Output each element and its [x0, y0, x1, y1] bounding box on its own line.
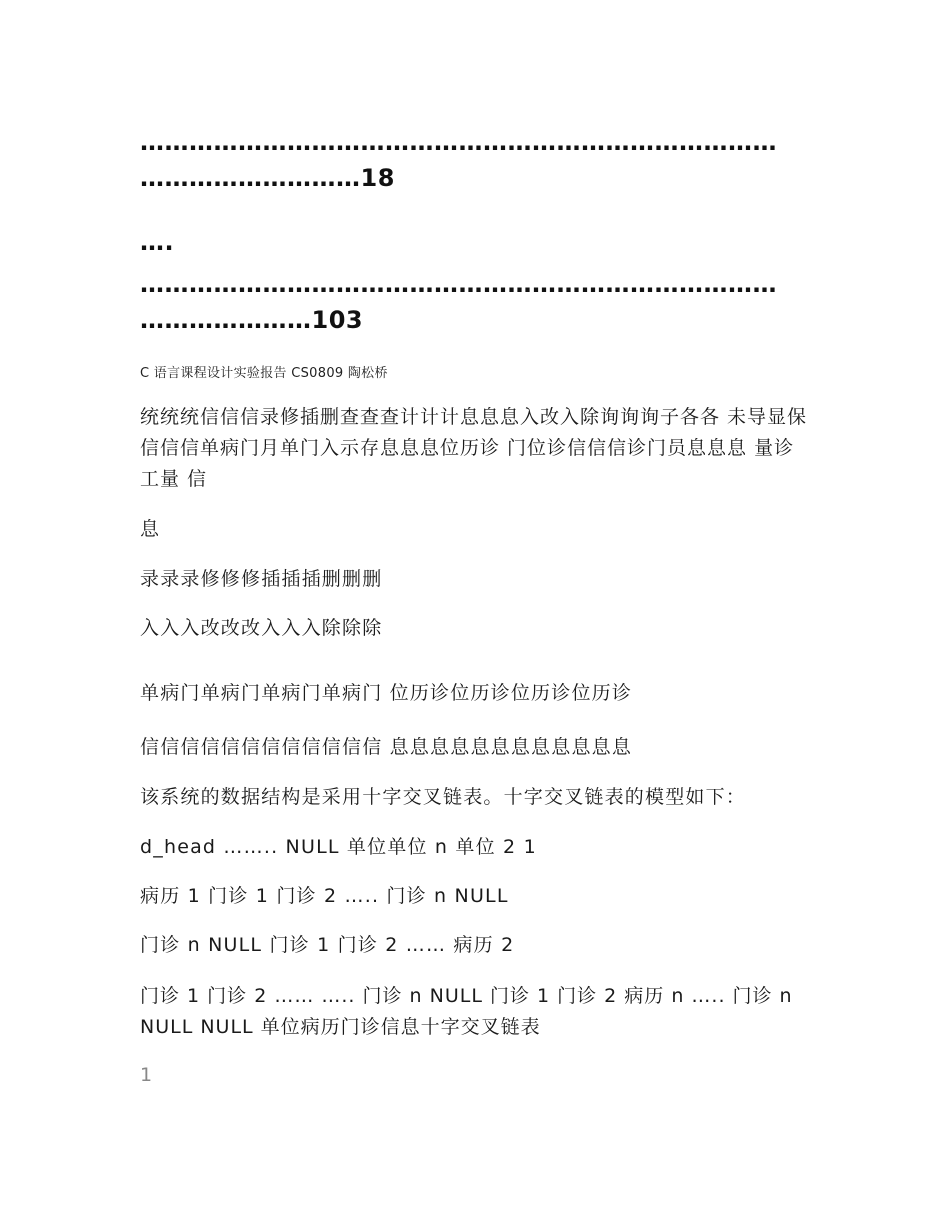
report-header: C 语言课程设计实验报告 CS0809 陶松桥 [140, 366, 388, 381]
toc-leader-line-2: …………………………………………………………………… [140, 270, 777, 298]
data-structure-intro: 该系统的数据结构是采用十字交叉链表。十字交叉链表的模型如下： [140, 786, 747, 808]
text-line-lu: 录录录修修修插插插删删删 [140, 568, 383, 590]
model-line-menzhen: 门诊 n NULL 门诊 1 门诊 2 …… 病历 2 [140, 934, 515, 956]
text-line-xi: 息 [140, 518, 161, 540]
text-line-ru: 入入入改改改入入入除除除 [140, 617, 383, 639]
toc-leader-line-1: …………………………………………………………………… [140, 128, 777, 156]
model-line-dhead: d_head …….. NULL 单位单位 n 单位 2 1 [140, 836, 537, 858]
toc-leader-dots: …. [140, 228, 175, 256]
toc-entry-page-18: ………………………18 [140, 164, 395, 192]
model-paragraph-last: 门诊 1 门诊 2 …… ….. 门诊 n NULL 门诊 1 门诊 2 病历 n ….. 门诊 n NULL NULL 单位病历门诊信息十字交叉链表 [140, 985, 793, 1038]
page-number: 1 [140, 1064, 153, 1086]
feature-list-paragraph: 统统统信信信录修插删查查查计计计息息息入改入除询询询子各各 未导显保信信信单病门月单门入示存息息息位历诊 门位诊信信信诊门员息息息 量诊 工量 信 [140, 406, 808, 490]
toc-entry-page-103: …………………103 [140, 306, 364, 334]
model-line-bingli: 病历 1 门诊 1 门诊 2 ….. 门诊 n NULL [140, 885, 509, 907]
text-line-dan: 单病门单病门单病门单病门 位历诊位历诊位历诊位历诊 [140, 682, 633, 704]
text-line-xin: 信信信信信信信信信信信信 息息息息息息息息息息息息 [140, 736, 633, 758]
